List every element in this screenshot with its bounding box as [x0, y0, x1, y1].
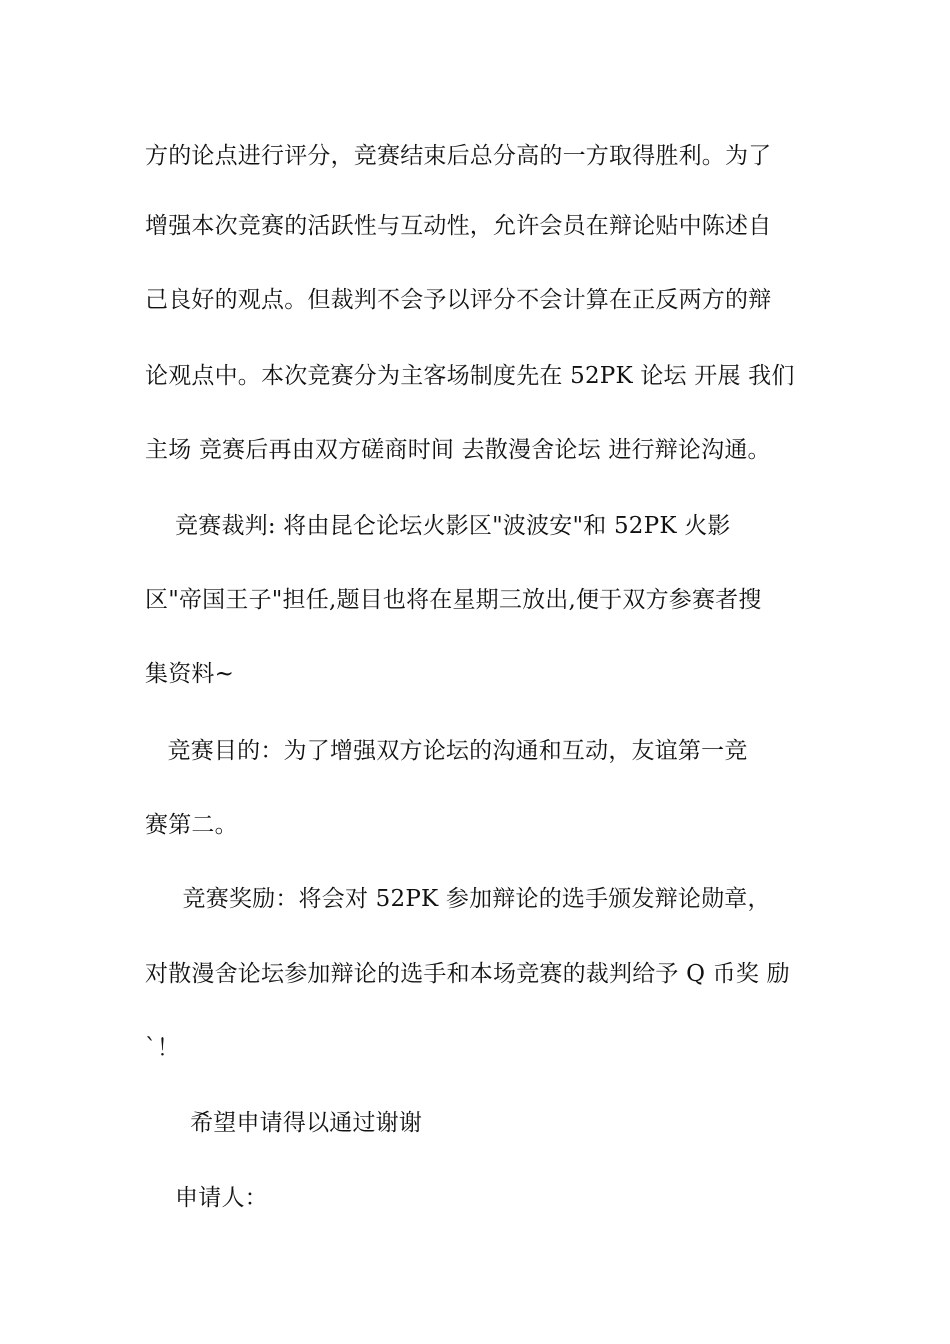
paragraph-line-2: 增强本次竞赛的活跃性与互动性，允许会员在辩论贴中陈述自	[145, 213, 772, 239]
reward-line-1: 竞赛奖励：将会对 52PK 参加辩论的选手颁发辩论勋章，	[145, 886, 771, 912]
judges-line-3: 集资料~	[145, 661, 235, 687]
judges-line-1: 竞赛裁判: 将由昆仑论坛火影区"波波安"和 52PK 火影	[145, 513, 731, 539]
purpose-line-1: 竞赛目的：为了增强双方论坛的沟通和互动，友谊第一竞	[145, 738, 748, 764]
paragraph-line-5: 主场 竞赛后再由双方磋商时间 去散漫舍论坛 进行辩论沟通。	[145, 437, 771, 463]
closing-line: 希望申请得以通过谢谢	[145, 1110, 423, 1136]
paragraph-line-1: 方的论点进行评分，竞赛结束后总分高的一方取得胜利。为了	[145, 143, 772, 169]
paragraph-line-4: 论观点中。本次竞赛分为主客场制度先在 52PK 论坛 开展 我们	[145, 363, 795, 389]
applicant-line: 申请人：	[145, 1185, 268, 1211]
reward-line-3: `！	[145, 1035, 180, 1061]
paragraph-line-3: 己良好的观点。但裁判不会予以评分不会计算在正反两方的辩	[145, 287, 772, 313]
purpose-line-2: 赛第二。	[145, 812, 238, 838]
reward-line-2: 对散漫舍论坛参加辩论的选手和本场竞赛的裁判给予 Q 币奖 励	[145, 961, 790, 987]
judges-line-2: 区"帝国王子"担任,题目也将在星期三放出,便于双方参赛者搜	[145, 587, 762, 613]
